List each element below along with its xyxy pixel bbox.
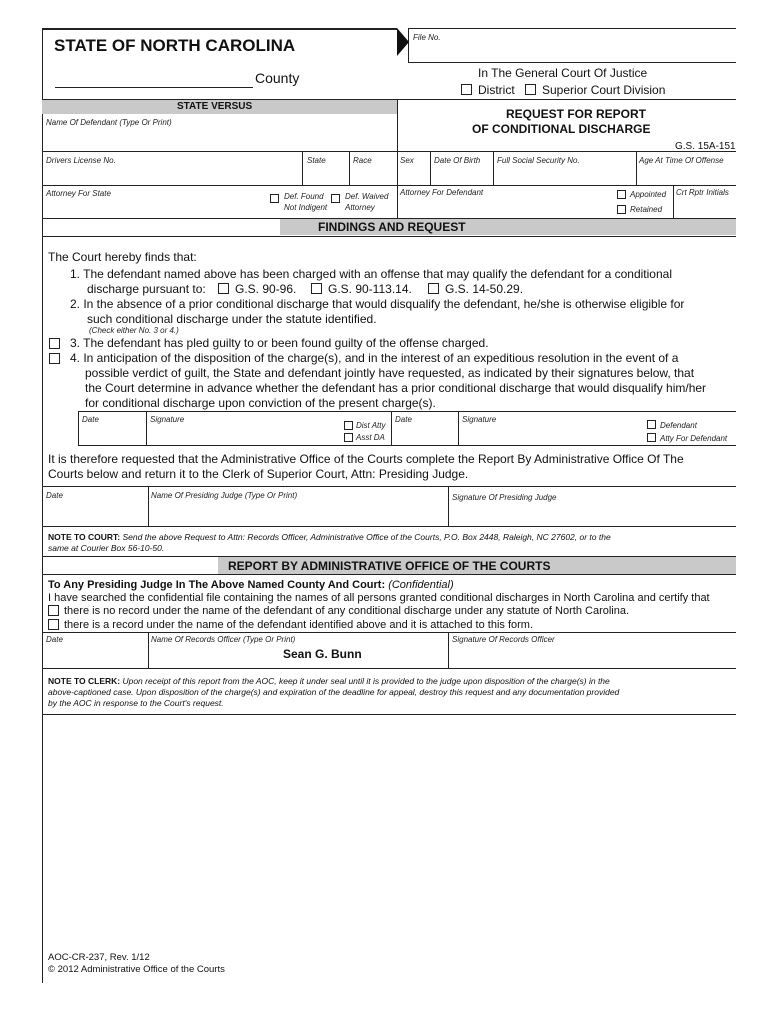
superior-label: Superior Court Division xyxy=(542,83,666,97)
statute-label: G.S. 15A-151 xyxy=(675,141,736,152)
defendant-label: Defendant xyxy=(660,421,697,430)
findings-heading: FINDINGS AND REQUEST xyxy=(318,220,466,234)
col-divider xyxy=(397,185,398,218)
date-label-2: Date xyxy=(395,415,412,424)
row-line xyxy=(42,714,736,715)
drivers-license-label: Drivers License No. xyxy=(46,156,116,165)
item-2-text-2: such conditional discharge under the statute identified. xyxy=(87,312,377,326)
def-found-label-2: Not Indigent xyxy=(284,203,328,212)
item-3-checkbox[interactable] xyxy=(49,338,60,349)
note-to-clerk-text: Upon receipt of this report from the AOC, keep it under seal until it is provided to the judge upon disposition of the charge(s) in the xyxy=(122,676,610,686)
note-to-court-text: Send the above Request to Attn: Records Officer, Administrative Office of the Courts, P.O. Box 2448, Raleigh, NC 27602, or to the xyxy=(122,532,611,542)
item-4-text-2: possible verdict of guilt, the State and defendant jointly have requested, as indicated by their signatures below, that xyxy=(85,366,695,380)
county-label: County xyxy=(255,70,300,86)
arrow-icon xyxy=(397,28,409,56)
request-text-2: Courts below and return it to the Clerk of Superior Court, Attn: Presiding Judge. xyxy=(48,467,469,481)
to-judge-line xyxy=(48,578,454,592)
def-found-label: Def. Found xyxy=(284,192,324,201)
attorney-defendant-label: Attorney For Defendant xyxy=(400,188,484,197)
item-1-discharge: discharge pursuant to: xyxy=(87,282,206,296)
to-judge-label: To Any Presiding Judge In The Above Named County And Court: xyxy=(48,579,386,591)
searched-text: I have searched the confidential file containing the names of all persons granted conditional discharges in North Carolina and certify that xyxy=(48,592,710,604)
asst-da-checkbox[interactable] xyxy=(344,433,353,442)
item-4-text-4: for conditional discharge upon conviction of the present charge(s). xyxy=(85,396,436,410)
record-checkbox[interactable] xyxy=(48,619,59,630)
signature-label-2: Signature xyxy=(462,415,497,424)
file-no-label: File No. xyxy=(413,33,441,42)
row-line xyxy=(42,236,736,237)
file-no-top-line xyxy=(408,28,736,29)
attorney-state-label: Attorney For State xyxy=(46,189,111,198)
district-label: District xyxy=(478,83,515,97)
item-4-checkbox[interactable] xyxy=(49,353,60,364)
retained-checkbox[interactable] xyxy=(617,205,626,214)
record-text: there is a record under the name of the defendant identified above and it is attached to this form. xyxy=(64,619,534,631)
note-to-clerk-label: NOTE TO CLERK: xyxy=(48,676,121,686)
officer-name-label: Name Of Records Officer (Type Or Print) xyxy=(151,635,296,644)
file-no-bottom-line xyxy=(408,62,736,63)
col-divider xyxy=(673,185,674,218)
col-divider xyxy=(349,151,350,185)
dob-label: Date Of Birth xyxy=(434,156,481,165)
name-bottom-line xyxy=(42,151,736,152)
officer-signature-label: Signature Of Records Officer xyxy=(452,635,555,644)
col-divider xyxy=(448,486,449,526)
form-top-border xyxy=(42,28,397,30)
col-divider xyxy=(148,632,149,668)
state-versus-label: STATE VERSUS xyxy=(177,101,253,112)
confidential-label: (Confidential) xyxy=(388,579,454,591)
row-line xyxy=(42,526,736,527)
note-to-court xyxy=(48,532,611,543)
state-title: STATE OF NORTH CAROLINA xyxy=(54,36,296,55)
gs-90-113-checkbox[interactable] xyxy=(311,283,322,294)
date-label: Date xyxy=(46,491,63,500)
row-line xyxy=(42,668,736,669)
def-waived-label: Def. Waived xyxy=(345,192,389,201)
sex-label: Sex xyxy=(400,156,414,165)
note-to-court-text-2: same at Courier Box 56-10-50. xyxy=(48,543,165,553)
state-label: State xyxy=(307,156,326,165)
col-divider xyxy=(302,151,303,185)
retained-label: Retained xyxy=(630,205,663,214)
def-waived-checkbox[interactable] xyxy=(331,194,340,203)
col-divider xyxy=(448,632,449,668)
judge-signature-label: Signature Of Presiding Judge xyxy=(452,493,557,502)
date-label: Date xyxy=(82,415,99,424)
age-label: Age At Time Of Offense xyxy=(639,156,724,165)
col-divider xyxy=(78,411,79,445)
report-heading: REPORT BY ADMINISTRATIVE OFFICE OF THE COURTS xyxy=(228,559,551,573)
dist-atty-checkbox[interactable] xyxy=(344,421,353,430)
item-3-text: 3. The defendant has pled guilty to or been found guilty of the offense charged. xyxy=(70,336,489,350)
form-title-2: OF CONDITIONAL DISCHARGE xyxy=(472,122,651,136)
def-waived-label-2: Attorney xyxy=(345,203,375,212)
county-input-line[interactable] xyxy=(55,87,253,88)
defendant-name-label: Name Of Defendant (Type Or Print) xyxy=(46,118,172,127)
copyright: © 2012 Administrative Office of the Courts xyxy=(48,964,225,975)
item-1-text: 1. The defendant named above has been charged with an offense that may qualify the defendant for a conditional xyxy=(70,267,672,281)
row-line xyxy=(42,574,736,575)
signature-label: Signature xyxy=(150,415,185,424)
note-to-clerk xyxy=(48,676,610,687)
form-title-1: REQUEST FOR REPORT xyxy=(506,107,647,121)
dist-atty-label: Dist Atty xyxy=(356,421,386,430)
col-divider xyxy=(148,486,149,526)
superior-checkbox[interactable] xyxy=(525,84,536,95)
ssn-label: Full Social Security No. xyxy=(497,156,580,165)
appointed-checkbox[interactable] xyxy=(617,190,626,199)
race-label: Race xyxy=(353,156,372,165)
form-left-border xyxy=(42,28,43,983)
appointed-label: Appointed xyxy=(630,190,667,199)
note-to-clerk-text-3: by the AOC in response to the Court's request. xyxy=(48,698,224,708)
court-finds-intro: The Court hereby finds that: xyxy=(48,250,197,264)
gs-14-50-checkbox[interactable] xyxy=(428,283,439,294)
atty-defendant-label: Atty For Defendant xyxy=(660,434,728,443)
col-divider xyxy=(146,411,147,445)
item-4-text: 4. In anticipation of the disposition of the charge(s), and in the interest of an expeditious resolution in the event of a xyxy=(70,351,679,365)
judge-name-label: Name Of Presiding Judge (Type Or Print) xyxy=(151,491,298,500)
check-note: (Check either No. 3 or 4.) xyxy=(89,326,179,335)
gs-90-113-label: G.S. 90-113.14. xyxy=(328,282,412,296)
col-divider xyxy=(493,151,494,185)
gs-90-96-checkbox[interactable] xyxy=(218,283,229,294)
no-record-text: there is no record under the name of the defendant of any conditional discharge under any statute of North Carolina. xyxy=(64,605,630,617)
col-divider xyxy=(397,151,398,185)
row-line xyxy=(78,445,736,446)
item-2-text: 2. In the absence of a prior conditional discharge that would disqualify the defendant, he/she is otherwise eligible for xyxy=(70,297,685,311)
defendant-checkbox[interactable] xyxy=(647,420,656,429)
form-number: AOC-CR-237, Rev. 1/12 xyxy=(48,952,150,963)
no-record-checkbox[interactable] xyxy=(48,605,59,616)
gs-90-96-label: G.S. 90-96. xyxy=(235,282,297,296)
col-divider xyxy=(636,151,637,185)
atty-defendant-checkbox[interactable] xyxy=(647,433,656,442)
officer-name-value[interactable]: Sean G. Bunn xyxy=(283,647,362,661)
date-label: Date xyxy=(46,635,63,644)
col-divider xyxy=(430,151,431,185)
note-to-court-label: NOTE TO COURT: xyxy=(48,532,121,542)
row-line xyxy=(42,632,736,633)
row-line xyxy=(78,411,736,412)
asst-da-label: Asst DA xyxy=(356,433,385,442)
def-found-checkbox[interactable] xyxy=(270,194,279,203)
col-divider xyxy=(458,411,459,445)
row-line xyxy=(42,185,736,186)
crt-rptr-label: Crt Rptr Initials xyxy=(676,188,729,197)
court-title: In The General Court Of Justice xyxy=(478,66,648,80)
district-checkbox[interactable] xyxy=(461,84,472,95)
request-text: It is therefore requested that the Administrative Office of the Courts complete the Report By Administrative Office Of The xyxy=(48,452,684,466)
note-to-clerk-text-2: above-captioned case. Upon disposition of the charge(s) and expiration of the deadline for appeal, destroy this request and any documentation provided xyxy=(48,687,620,697)
title-box-left xyxy=(397,99,398,151)
item-4-text-3: the Court determine in advance whether the defendant has a prior conditional discharge that would disqualify him/her xyxy=(85,381,707,395)
gs-14-50-label: G.S. 14-50.29. xyxy=(445,282,524,296)
col-divider xyxy=(391,411,392,445)
row-line xyxy=(42,486,736,487)
